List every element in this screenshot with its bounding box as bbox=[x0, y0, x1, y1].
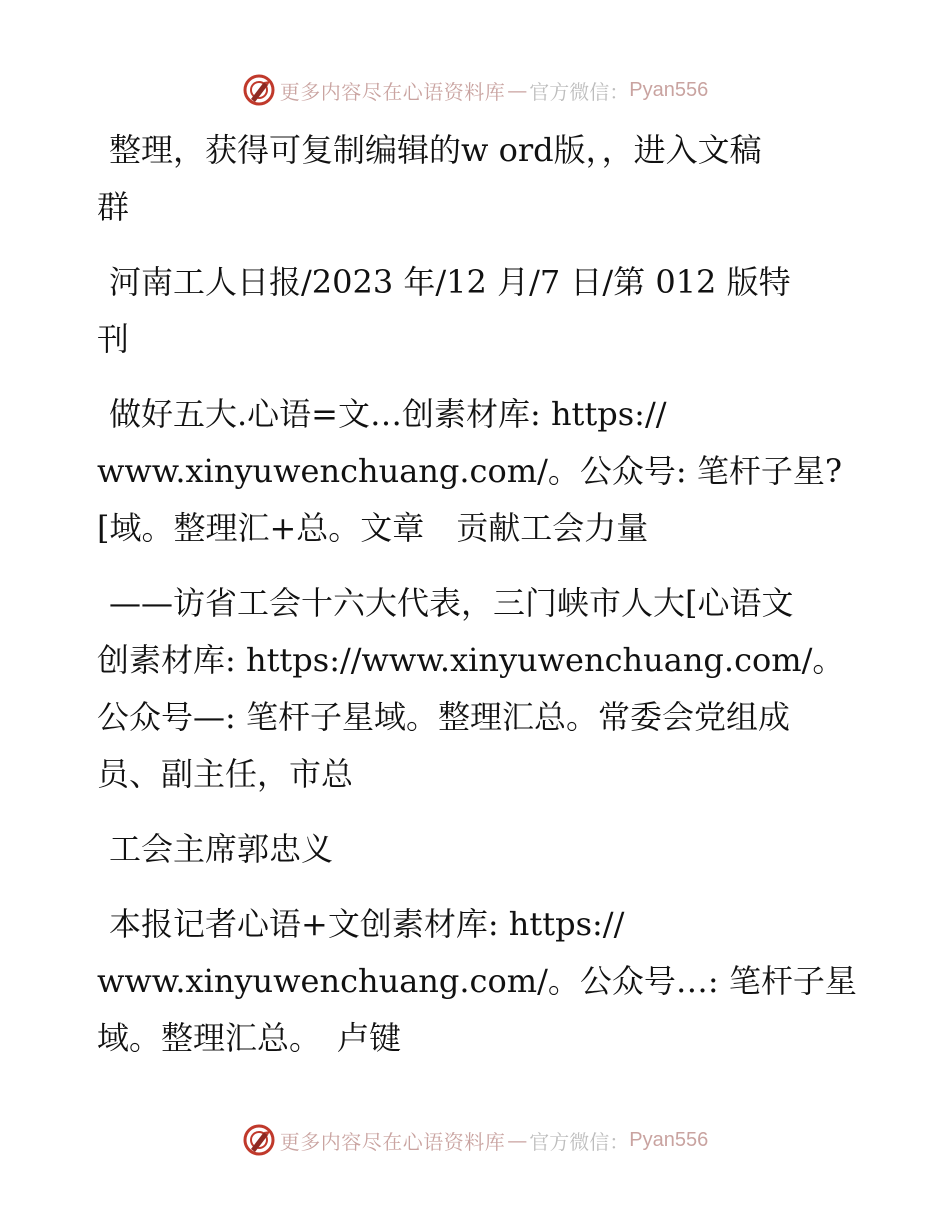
paragraph-5 bbox=[97, 821, 857, 878]
paragraph-3 bbox=[97, 386, 857, 557]
paragraph-3-line-1 bbox=[97, 386, 857, 443]
paragraph-6-line-2: www.xinyuwenchuang.com/。公众号…: 笔杆子星 bbox=[97, 962, 857, 1000]
paragraph-2-line-2: 刊 bbox=[97, 320, 130, 358]
paragraph-1-line-1 bbox=[97, 122, 857, 179]
paragraph-4-line-4: 员、副主任，市总 bbox=[97, 755, 354, 793]
paragraph-3-line-2: www.xinyuwenchuang.com/。公众号: 笔杆子星? bbox=[97, 452, 842, 490]
paragraph-4-line-2: 创素材库: https://www.xinyuwenchuang.com/。 bbox=[97, 641, 845, 679]
paragraph-3-line-3: [域。整理汇+总。文章 贡献工会力量 bbox=[97, 509, 649, 547]
paragraph-4-line-1 bbox=[97, 575, 857, 632]
footer-wechat-label: 官方微信： bbox=[529, 1129, 630, 1154]
paragraph-3-line-1-text: 做好五大.心语=文…创素材库: https:// bbox=[109, 395, 667, 433]
header-wechat-label: 官方微信： bbox=[529, 79, 630, 104]
paragraph-2 bbox=[97, 254, 857, 368]
footer-separator: — bbox=[507, 1128, 528, 1152]
footer-tagline: 更多内容尽在心语资料库 bbox=[279, 1129, 506, 1154]
paragraph-4-line-3: 公众号—: 笔杆子星域。整理汇总。常委会党组成 bbox=[97, 698, 790, 736]
paragraph-2-line-1 bbox=[97, 254, 857, 311]
footer-wechat-handle: Pyan556 bbox=[629, 1128, 709, 1151]
paragraph-1 bbox=[97, 122, 857, 236]
paragraph-5-line-1 bbox=[97, 821, 857, 878]
paragraph-1-line-1-text: 整理，获得可复制编辑的w ord版，，进入文稿 bbox=[109, 131, 762, 169]
paragraph-1-line-2: 群 bbox=[97, 188, 130, 226]
paragraph-2-line-1-text: 河南工人日报/2023 年/12 月/7 日/第 012 版特 bbox=[109, 263, 791, 301]
footer-watermark-banner bbox=[0, 1120, 950, 1160]
paragraph-4-line-1-text: ——访省工会十六大代表，三门峡市人大[心语文 bbox=[109, 584, 794, 622]
header-separator: — bbox=[507, 78, 528, 102]
header-watermark-banner bbox=[0, 70, 950, 110]
header-tagline: 更多内容尽在心语资料库 bbox=[279, 79, 506, 104]
paragraph-6 bbox=[97, 896, 857, 1067]
header-wechat-handle: Pyan556 bbox=[629, 78, 709, 101]
pen-logo-icon bbox=[242, 1123, 276, 1157]
paragraph-5-line-1-text: 工会主席郭忠义 bbox=[109, 830, 334, 868]
paragraph-4 bbox=[97, 575, 857, 803]
paragraph-6-line-1-text: 本报记者心语+文创素材库: https:// bbox=[109, 905, 625, 943]
pen-logo-icon bbox=[242, 73, 276, 107]
document-body bbox=[97, 122, 857, 1085]
paragraph-6-line-3: 域。整理汇总。 卢键 bbox=[97, 1019, 402, 1057]
paragraph-6-line-1 bbox=[97, 896, 857, 953]
